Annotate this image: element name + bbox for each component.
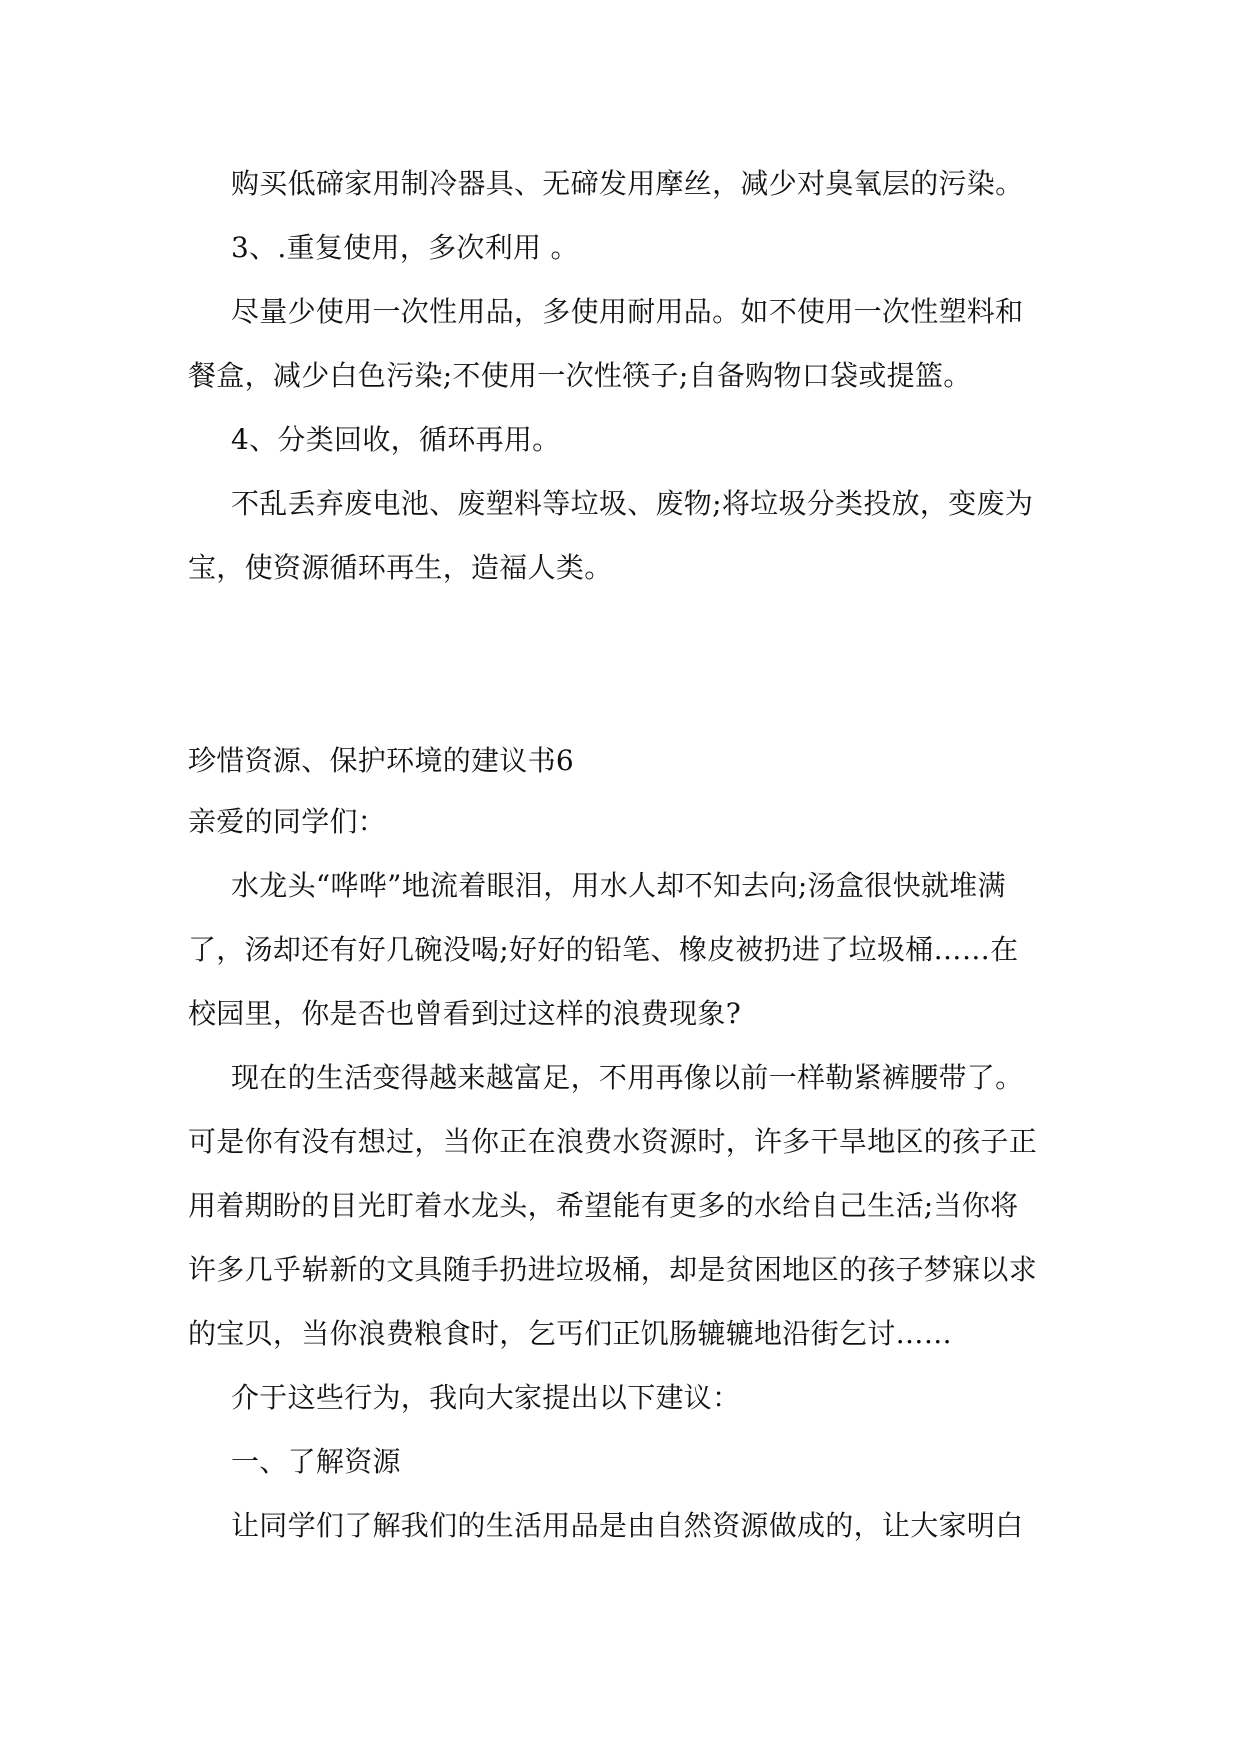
list-item-heading: 3、.重复使用，多次利用 。 xyxy=(231,231,579,264)
paragraph-line: 可是你有没有想过，当你正在浪费水资源时，许多干旱地区的孩子正 xyxy=(188,1125,1038,1158)
paragraph-line: 用着期盼的目光盯着水龙头，希望能有更多的水给自己生活;当你将 xyxy=(188,1189,1019,1222)
paragraph-line: 介于这些行为，我向大家提出以下建议： xyxy=(231,1381,741,1414)
paragraph-line: 不乱丢弃废电池、废塑料等垃圾、废物;将垃圾分类投放，变废为 xyxy=(231,487,1034,520)
paragraph-line: 许多几乎崭新的文具随手扔进垃圾桶，却是贫困地区的孩子梦寐以求 xyxy=(188,1253,1038,1286)
paragraph-line: 了，汤却还有好几碗没喝;好好的铅笔、橡皮被扔进了垃圾桶……在 xyxy=(188,933,1019,966)
paragraph-line: 让同学们了解我们的生活用品是由自然资源做成的，让大家明白 xyxy=(231,1509,1024,1542)
paragraph-line: 餐盒，减少白色污染;不使用一次性筷子;自备购物口袋或提篮。 xyxy=(188,359,972,392)
list-item-heading: 一、了解资源 xyxy=(231,1445,401,1478)
paragraph-line: 尽量少使用一次性用品，多使用耐用品。如不使用一次性塑料和 xyxy=(231,295,1024,328)
paragraph-line: 宝，使资源循环再生，造福人类。 xyxy=(188,551,613,584)
section-title: 珍惜资源、保护环境的建议书6 xyxy=(188,744,575,777)
paragraph-line: 水龙头“哗哗”地流着眼泪，用水人却不知去向;汤盒很快就堆满 xyxy=(231,869,1006,902)
list-item-heading: 4、分类回收，循环再用。 xyxy=(231,423,561,456)
paragraph-line: 购买低碲家用制冷器具、无碲发用摩丝，减少对臭氧层的污染。 xyxy=(231,167,1024,200)
paragraph-line: 校园里，你是否也曾看到过这样的浪费现象? xyxy=(188,997,742,1030)
paragraph-line: 的宝贝，当你浪费粮食时，乞丐们正饥肠辘辘地沿街乞讨…… xyxy=(188,1317,953,1350)
paragraph-line: 现在的生活变得越来越富足，不用再像以前一样勒紧裤腰带了。 xyxy=(231,1061,1024,1094)
salutation: 亲爱的同学们： xyxy=(188,805,387,838)
